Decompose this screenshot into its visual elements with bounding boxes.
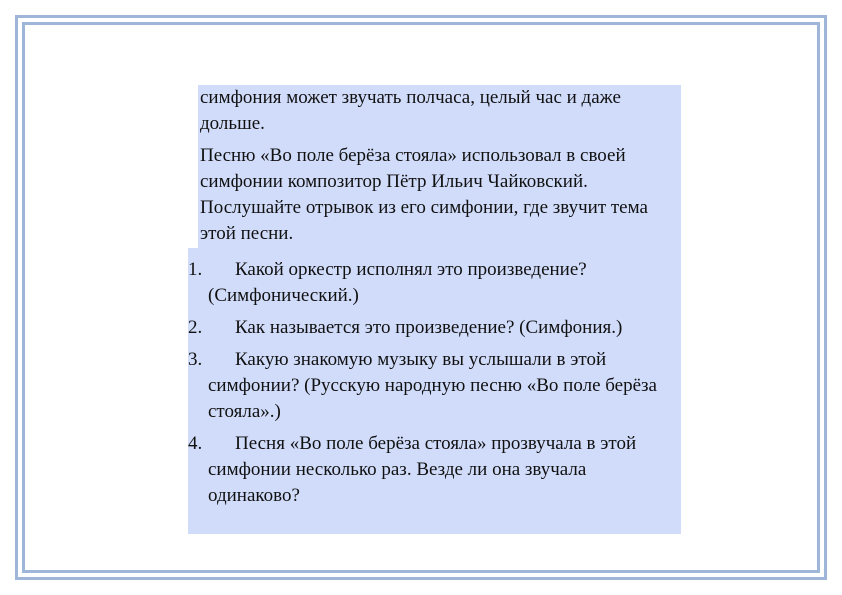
question-text: Какой оркестр исполнял это произведение? (Симфонический.) — [208, 259, 587, 306]
question-number: 1. — [188, 259, 203, 280]
list-item — [188, 257, 681, 309]
list-item — [188, 347, 681, 425]
question-text: Какую знакомую музыку вы услышали в этой симфонии? (Русскую народную песню «Во поле берёза стояла».) — [208, 349, 657, 422]
intro-paragraph-2: Песню «Во поле берёза стояла» использовал в своей симфонии композитор Пётр Ильич Чайковский. Послушайте отрывок из его симфонии, где звучит тема этой песни. — [200, 145, 648, 244]
intro-paragraph-1: симфония может звучать полчаса, целый час и даже дольше. — [200, 87, 621, 134]
list-item — [188, 315, 681, 341]
question-number: 2. — [188, 317, 203, 338]
question-text: Как называется это произведение? (Симфония.) — [235, 317, 623, 338]
list-item — [188, 431, 681, 509]
questions-list — [188, 248, 681, 534]
question-number: 4. — [188, 433, 203, 454]
intro-text-box — [198, 85, 681, 248]
question-text: Песня «Во поле берёза стояла» прозвучала в этой симфонии несколько раз. Везде ли она звучала одинаково? — [208, 433, 637, 506]
question-number: 3. — [188, 349, 203, 370]
